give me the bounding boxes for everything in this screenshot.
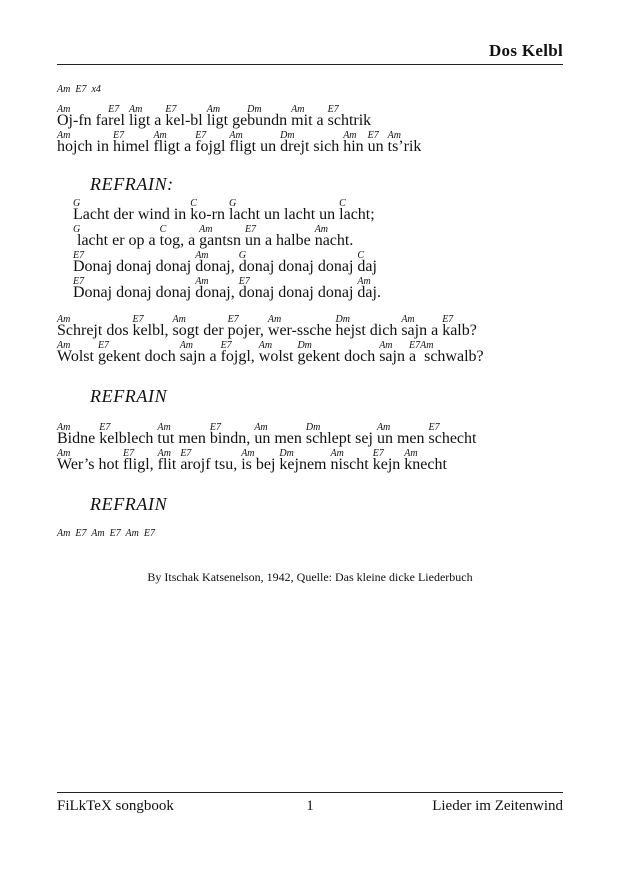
lyric-segment — [244, 224, 315, 249]
lyric-segment — [179, 340, 221, 365]
footer-collection-name: Lieder im Zeitenwind — [432, 798, 564, 814]
lyric-line — [73, 221, 563, 247]
lyric-segment — [73, 276, 196, 301]
footer-songbook-name: FiLkTeX songbook — [57, 798, 174, 814]
lyric-text: drejt sich — [280, 138, 344, 155]
chord-label: Dm — [247, 104, 262, 115]
chord-label: Am — [420, 340, 434, 351]
lyric-text: bundn — [247, 112, 292, 129]
chord-label: E7 — [165, 104, 177, 115]
chord-label: Am — [179, 340, 194, 351]
lyric-text: nischt — [330, 456, 373, 473]
lyric-line — [73, 247, 563, 273]
chord-label: E7 — [220, 340, 232, 351]
lyric-segment — [165, 104, 207, 129]
chord-label: Am — [314, 224, 329, 235]
chord-label: E7 — [408, 340, 421, 351]
lyric-text: hejst dich — [335, 322, 402, 339]
lyric-segment — [113, 130, 154, 155]
lyric-text: bindn, — [209, 430, 255, 447]
lyric-segment — [387, 130, 422, 155]
lyric-text: wer-ssche — [267, 322, 336, 339]
lyric-text: wolst — [258, 348, 298, 365]
lyric-text: sajn — [379, 348, 409, 365]
chord-label: G — [73, 224, 81, 235]
lyric-segment — [57, 314, 133, 339]
attribution-line: By Itschak Katsenelson, 1942, Quelle: Das kleine dicke Liederbuch — [147, 570, 473, 584]
lyric-segment — [420, 340, 484, 365]
lyric-text: Donaj donaj donaj — [73, 284, 196, 301]
lyric-segment — [357, 276, 381, 301]
lyric-text: kejnem — [279, 456, 331, 473]
chord-label: Am — [157, 422, 171, 433]
lyric-segment — [132, 314, 173, 339]
lyric-segment — [314, 224, 354, 249]
lyric-segment — [357, 250, 377, 275]
lyric-segment — [379, 340, 409, 365]
lyric-segment — [343, 130, 368, 155]
lyric-text: hin — [343, 138, 368, 155]
chord-label: Am — [379, 340, 393, 351]
chord-label: Am — [267, 314, 282, 325]
lyric-text: schlept sej — [305, 430, 377, 447]
lyric-segment — [99, 422, 158, 447]
chord-label: Am — [254, 422, 268, 433]
chords-only-line: Am E7 Am E7 Am E7 — [57, 528, 155, 539]
lyric-segment — [372, 448, 405, 473]
page-footer — [57, 792, 563, 815]
lyric-segment — [339, 198, 375, 223]
lyric-text: ts’rik — [387, 138, 422, 155]
lyric-line — [57, 311, 563, 337]
chord-label: Am — [291, 104, 305, 115]
chord-label: E7 — [195, 130, 207, 141]
lyric-segment — [220, 340, 259, 365]
chord-label: E7 — [238, 276, 250, 287]
lyric-text: ko-rn — [190, 206, 229, 223]
lyric-text: un men — [254, 430, 306, 447]
lyric-line — [57, 445, 563, 471]
lyric-text: schtrik — [327, 112, 372, 129]
lyric-segment — [241, 448, 280, 473]
lyric-segment — [157, 422, 210, 447]
lyric-text: lacht er op a — [73, 232, 160, 249]
chord-label: Am — [153, 130, 167, 141]
lyric-text: ligt a — [128, 112, 166, 129]
lyric-text: knecht — [404, 456, 447, 473]
lyric-segment — [172, 314, 228, 339]
lyric-text: kejn — [372, 456, 405, 473]
lyric-text: Wolst — [57, 348, 98, 365]
lyric-segment — [404, 448, 447, 473]
chord-label: Am — [199, 224, 213, 235]
chord-label: E7 — [244, 224, 257, 235]
lyric-text: schwalb? — [420, 348, 484, 365]
lyric-segment — [238, 276, 358, 301]
chord-label: Am — [376, 422, 391, 433]
chords-only-line: Am E7 x4 — [57, 84, 101, 95]
lyric-segment — [335, 314, 402, 339]
lyric-text: kel-bl — [165, 112, 207, 129]
lyric-line — [73, 273, 563, 299]
chord-label: E7 — [327, 104, 339, 115]
lyric-line — [57, 419, 563, 445]
lyric-segment — [128, 104, 166, 129]
lyric-text: ligt ge — [206, 112, 248, 129]
lyric-segment — [122, 448, 158, 473]
lyric-segment — [73, 224, 160, 249]
lyric-text: flit — [157, 456, 181, 473]
chord-label: E7 — [367, 130, 379, 141]
lyric-text: mit a — [291, 112, 328, 129]
chord-label: E7 — [73, 250, 85, 261]
lyric-text: gantsn — [199, 232, 245, 249]
lyric-segment — [442, 314, 477, 339]
lyric-text: un men — [376, 430, 429, 447]
chord-label: C — [339, 198, 346, 209]
lyric-text: donaj, — [195, 284, 239, 301]
chord-label: E7 — [108, 104, 120, 115]
chord-label: Am — [57, 314, 71, 325]
refrain-reference: REFRAIN — [90, 494, 168, 514]
lyric-text: kelblech — [99, 430, 158, 447]
lyric-text: fligt a — [153, 138, 196, 155]
lyric-text: gekent doch — [97, 348, 180, 365]
chord-label: Am — [330, 448, 344, 459]
chord-label: Dm — [297, 340, 312, 351]
lyric-segment — [330, 448, 373, 473]
lyric-segment — [305, 422, 377, 447]
lyric-segment — [195, 250, 239, 275]
lyric-segment — [367, 130, 388, 155]
lyric-text: fojgl, — [220, 348, 259, 365]
chord-label: E7 — [122, 448, 135, 459]
lyric-text: un a halbe — [244, 232, 315, 249]
chord-label: Am — [357, 276, 371, 287]
chord-label: G — [228, 198, 237, 209]
chord-label: Am — [57, 422, 71, 433]
lyric-segment — [408, 340, 421, 365]
chord-label: E7 — [227, 314, 239, 325]
lyric-text: donaj donaj donaj — [238, 258, 358, 275]
lyric-text: daj — [357, 258, 377, 275]
lyric-line — [57, 127, 563, 153]
refrain-block — [57, 173, 563, 299]
chord-label: Am — [57, 340, 71, 351]
lyric-text: tog, a — [159, 232, 200, 249]
lyric-text: himel — [113, 138, 154, 155]
lyric-text: lacht; — [339, 206, 375, 223]
lyric-segment — [297, 340, 380, 365]
chord-label: E7 — [442, 314, 454, 325]
chord-label: Am — [258, 340, 273, 351]
lyric-segment — [190, 198, 229, 223]
chord-label: C — [357, 250, 365, 261]
lyric-segment — [199, 224, 245, 249]
lyric-segment — [195, 276, 239, 301]
chord-label: Dm — [305, 422, 321, 433]
lyric-text: lacht un lacht un — [228, 206, 340, 223]
lyric-segment — [73, 250, 196, 275]
lyric-segment — [57, 104, 109, 129]
lyric-text: nacht. — [314, 232, 354, 249]
song-body — [57, 83, 563, 540]
chord-label: Am — [229, 130, 243, 141]
lyric-segment — [279, 448, 331, 473]
lyric-text: Schrejt dos — [57, 322, 133, 339]
lyric-segment — [159, 224, 200, 249]
lyric-segment — [376, 422, 429, 447]
lyric-text: kalb? — [442, 322, 477, 339]
refrain-title: REFRAIN: — [90, 174, 174, 194]
lyric-text: gekent doch — [297, 348, 380, 365]
chord-label: E7 — [73, 276, 85, 287]
chord-label: G — [73, 198, 81, 209]
lyric-line — [57, 337, 563, 363]
chord-label: Am — [172, 314, 186, 325]
lyric-segment — [153, 130, 196, 155]
refrain-lines — [73, 195, 563, 299]
chord-label: Am — [128, 104, 143, 115]
lyric-segment — [180, 448, 242, 473]
song-title: Dos Kelbl — [488, 41, 563, 60]
chord-label: Am — [195, 250, 209, 261]
lyric-text: sajn a — [401, 322, 443, 339]
lyric-text: un — [367, 138, 388, 155]
lyric-segment — [280, 130, 344, 155]
lyric-text: is bej — [241, 456, 280, 473]
lyric-segment — [57, 448, 123, 473]
chord-label: Am — [57, 130, 71, 141]
lyric-segment — [108, 104, 129, 129]
chord-label: E7 — [180, 448, 192, 459]
lyric-line — [73, 195, 563, 221]
chord-label: Am — [387, 130, 401, 141]
lyric-segment — [209, 422, 255, 447]
lyric-segment — [227, 314, 268, 339]
lyric-segment — [258, 340, 298, 365]
lyric-segment — [401, 314, 443, 339]
chord-label: Am — [195, 276, 209, 287]
chord-label: Am — [241, 448, 255, 459]
lyric-text: rel — [108, 112, 129, 129]
lyric-text: Donaj donaj donaj — [73, 258, 196, 275]
lyric-line — [57, 101, 563, 127]
chord-label: Am — [57, 104, 71, 115]
chord-label: Dm — [280, 130, 295, 141]
chord-label: C — [190, 198, 197, 209]
lyric-text: schecht — [428, 430, 477, 447]
verse-block — [57, 101, 563, 153]
lyric-segment — [238, 250, 358, 275]
chord-label: E7 — [209, 422, 221, 433]
lyric-text: tut men — [157, 430, 210, 447]
lyric-segment — [57, 340, 98, 365]
footer-page-number: 1 — [306, 798, 314, 814]
chord-label: Am — [157, 448, 171, 459]
lyric-segment — [267, 314, 336, 339]
lyric-text: sogt der — [172, 322, 228, 339]
lyric-text: fligl, — [122, 456, 158, 473]
chord-label: G — [238, 250, 246, 261]
chord-label: Am — [343, 130, 357, 141]
chord-label: E7 — [113, 130, 125, 141]
chord-label: E7 — [428, 422, 440, 433]
lyric-segment — [291, 104, 328, 129]
lyric-segment — [327, 104, 372, 129]
chord-label: Dm — [335, 314, 350, 325]
chord-label: Dm — [279, 448, 294, 459]
page-header — [57, 0, 563, 65]
lyric-segment — [195, 130, 230, 155]
lyric-text: Bidne — [57, 430, 100, 447]
chord-label: Am — [401, 314, 415, 325]
lyric-text: daj. — [357, 284, 381, 301]
page-content — [0, 83, 620, 585]
lyric-text: sajn a — [179, 348, 221, 365]
lyric-segment — [97, 340, 180, 365]
lyric-segment — [254, 422, 306, 447]
lyric-text: fojgl — [195, 138, 230, 155]
chord-label: Am — [404, 448, 418, 459]
lyric-segment — [73, 198, 191, 223]
lyric-text: Wer’s hot — [57, 456, 123, 473]
lyric-text: Oj-fn fa — [57, 112, 109, 129]
lyric-text: hojch in — [57, 138, 113, 155]
lyric-text: arojf tsu, — [180, 456, 242, 473]
chord-label: C — [159, 224, 167, 235]
lyric-text: Lacht der wind in — [73, 206, 191, 223]
lyric-segment — [57, 422, 100, 447]
lyric-text: fligt un — [229, 138, 281, 155]
lyric-segment — [228, 198, 340, 223]
verse-block — [57, 311, 563, 363]
lyric-segment — [157, 448, 181, 473]
verse-block — [57, 419, 563, 471]
chord-label: E7 — [372, 448, 384, 459]
lyric-text: donaj donaj donaj — [238, 284, 358, 301]
chord-label: Am — [57, 448, 71, 459]
chord-label: Am — [206, 104, 221, 115]
lyric-text: donaj, — [195, 258, 239, 275]
lyric-segment — [229, 130, 281, 155]
lyric-segment — [206, 104, 248, 129]
lyric-segment — [428, 422, 477, 447]
lyric-text: a — [408, 348, 421, 365]
lyric-segment — [247, 104, 292, 129]
chord-label: E7 — [132, 314, 144, 325]
chord-label: E7 — [97, 340, 110, 351]
lyric-text: pojer, — [227, 322, 268, 339]
refrain-reference: REFRAIN — [90, 386, 168, 406]
lyric-segment — [57, 130, 113, 155]
lyric-text: kelbl, — [132, 322, 173, 339]
chord-label: E7 — [99, 422, 111, 433]
